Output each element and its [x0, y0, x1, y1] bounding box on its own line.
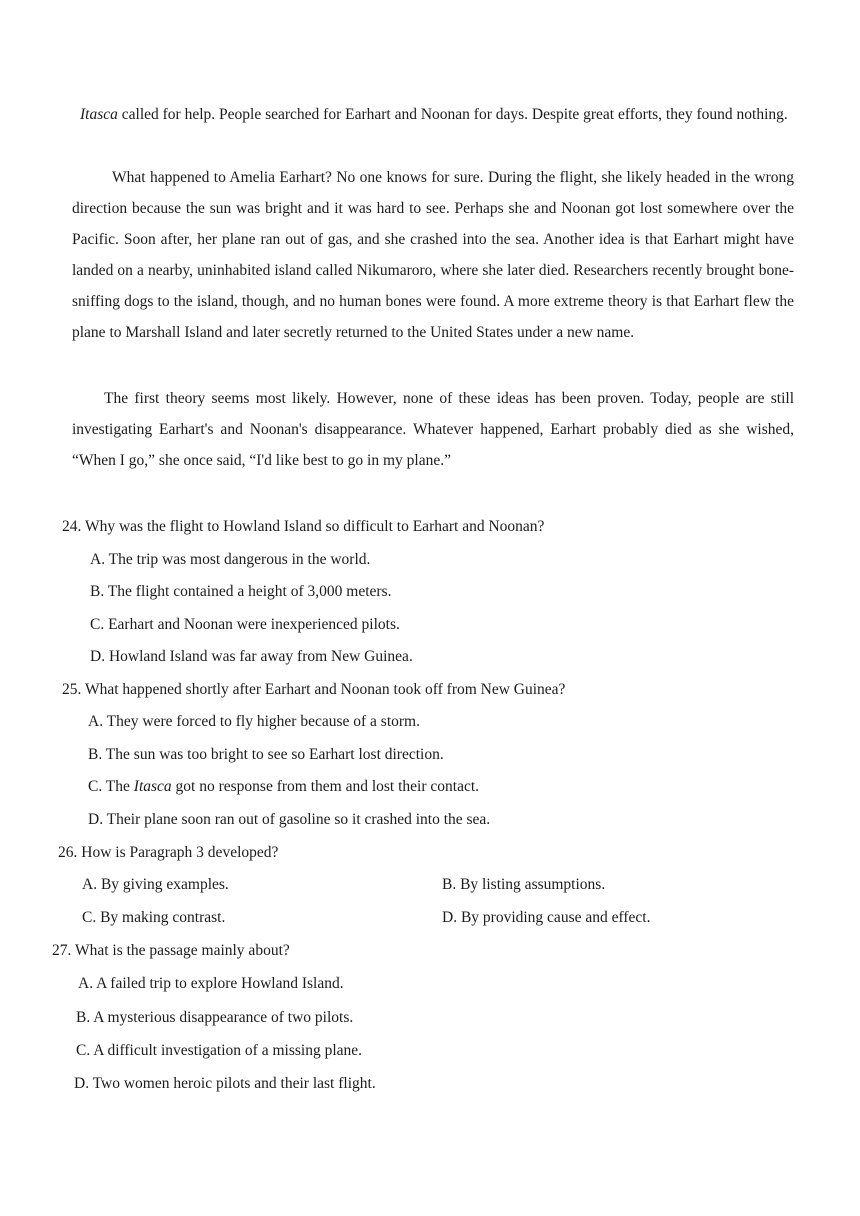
- question-24-option-a: A. The trip was most dangerous in the world.: [90, 551, 371, 568]
- ship-name: Itasca: [133, 778, 172, 795]
- question-24-option-d: D. Howland Island was far away from New Guinea.: [90, 648, 413, 665]
- question-26-stem: 26. How is Paragraph 3 developed?: [58, 844, 279, 861]
- question-26-option-b: B. By listing assumptions.: [442, 876, 606, 893]
- question-27-option-a: A. A failed trip to explore Howland Island.: [78, 975, 344, 992]
- question-27-stem: 27. What is the passage mainly about?: [52, 942, 290, 959]
- ship-name: Itasca: [80, 106, 118, 123]
- question-26-option-a: A. By giving examples.: [82, 876, 229, 893]
- question-27-option-b: B. A mysterious disappearance of two pilots.: [76, 1009, 354, 1026]
- option-c-suffix: got no response from them and lost their contact.: [171, 778, 480, 795]
- passage-paragraph-2: What happened to Amelia Earhart? No one knows for sure. During the flight, she likely headed in the wrong direction because the sun was bright and it was hard to see. Perhaps she and Noonan got lost somewhere over the Pacific. Soon after, her plane ran out of gas, and she crashed into the sea. Another idea is that Earhart might have landed on a nearby, uninhabited island called Nikumaroro, where she later died. Researchers recently brought bone-sniffing dogs to the island, though, and no human bones were found. A more extreme theory is that Earhart flew the plane to Marshall Island and later secretly returned to the United States under a new name.: [72, 169, 794, 341]
- option-c-prefix: C. The: [88, 778, 134, 795]
- question-27-option-c: C. A difficult investigation of a missing plane.: [76, 1042, 363, 1059]
- question-26-option-c: C. By making contrast.: [82, 909, 226, 926]
- question-25-option-a: A. They were forced to fly higher because of a storm.: [88, 713, 420, 730]
- question-27-option-d: D. Two women heroic pilots and their last flight.: [74, 1075, 376, 1092]
- question-25-option-d: D. Their plane soon ran out of gasoline so it crashed into the sea.: [88, 811, 491, 828]
- question-26-option-d: D. By providing cause and effect.: [442, 909, 651, 926]
- question-25-option-c: [88, 778, 479, 796]
- question-24-stem: 24. Why was the flight to Howland Island so difficult to Earhart and Noonan?: [62, 518, 545, 535]
- passage-paragraph-1: [80, 99, 795, 130]
- paragraph-1-text: called for help. People searched for Earhart and Noonan for days. Despite great efforts, they found nothing.: [117, 106, 788, 123]
- passage-paragraph-3: The first theory seems most likely. However, none of these ideas has been proven. Today, people are still investigating Earhart's and Noonan's disappearance. Whatever happened, Earhart probably died as she wished, “When I go,” she once said, “I'd like best to go in my plane.”: [72, 390, 794, 469]
- question-24-option-c: C. Earhart and Noonan were inexperienced pilots.: [90, 616, 400, 633]
- question-24-option-b: B. The flight contained a height of 3,000 meters.: [90, 583, 392, 600]
- question-25-stem: 25. What happened shortly after Earhart and Noonan took off from New Guinea?: [62, 681, 566, 698]
- question-25-option-b: B. The sun was too bright to see so Earhart lost direction.: [88, 746, 444, 763]
